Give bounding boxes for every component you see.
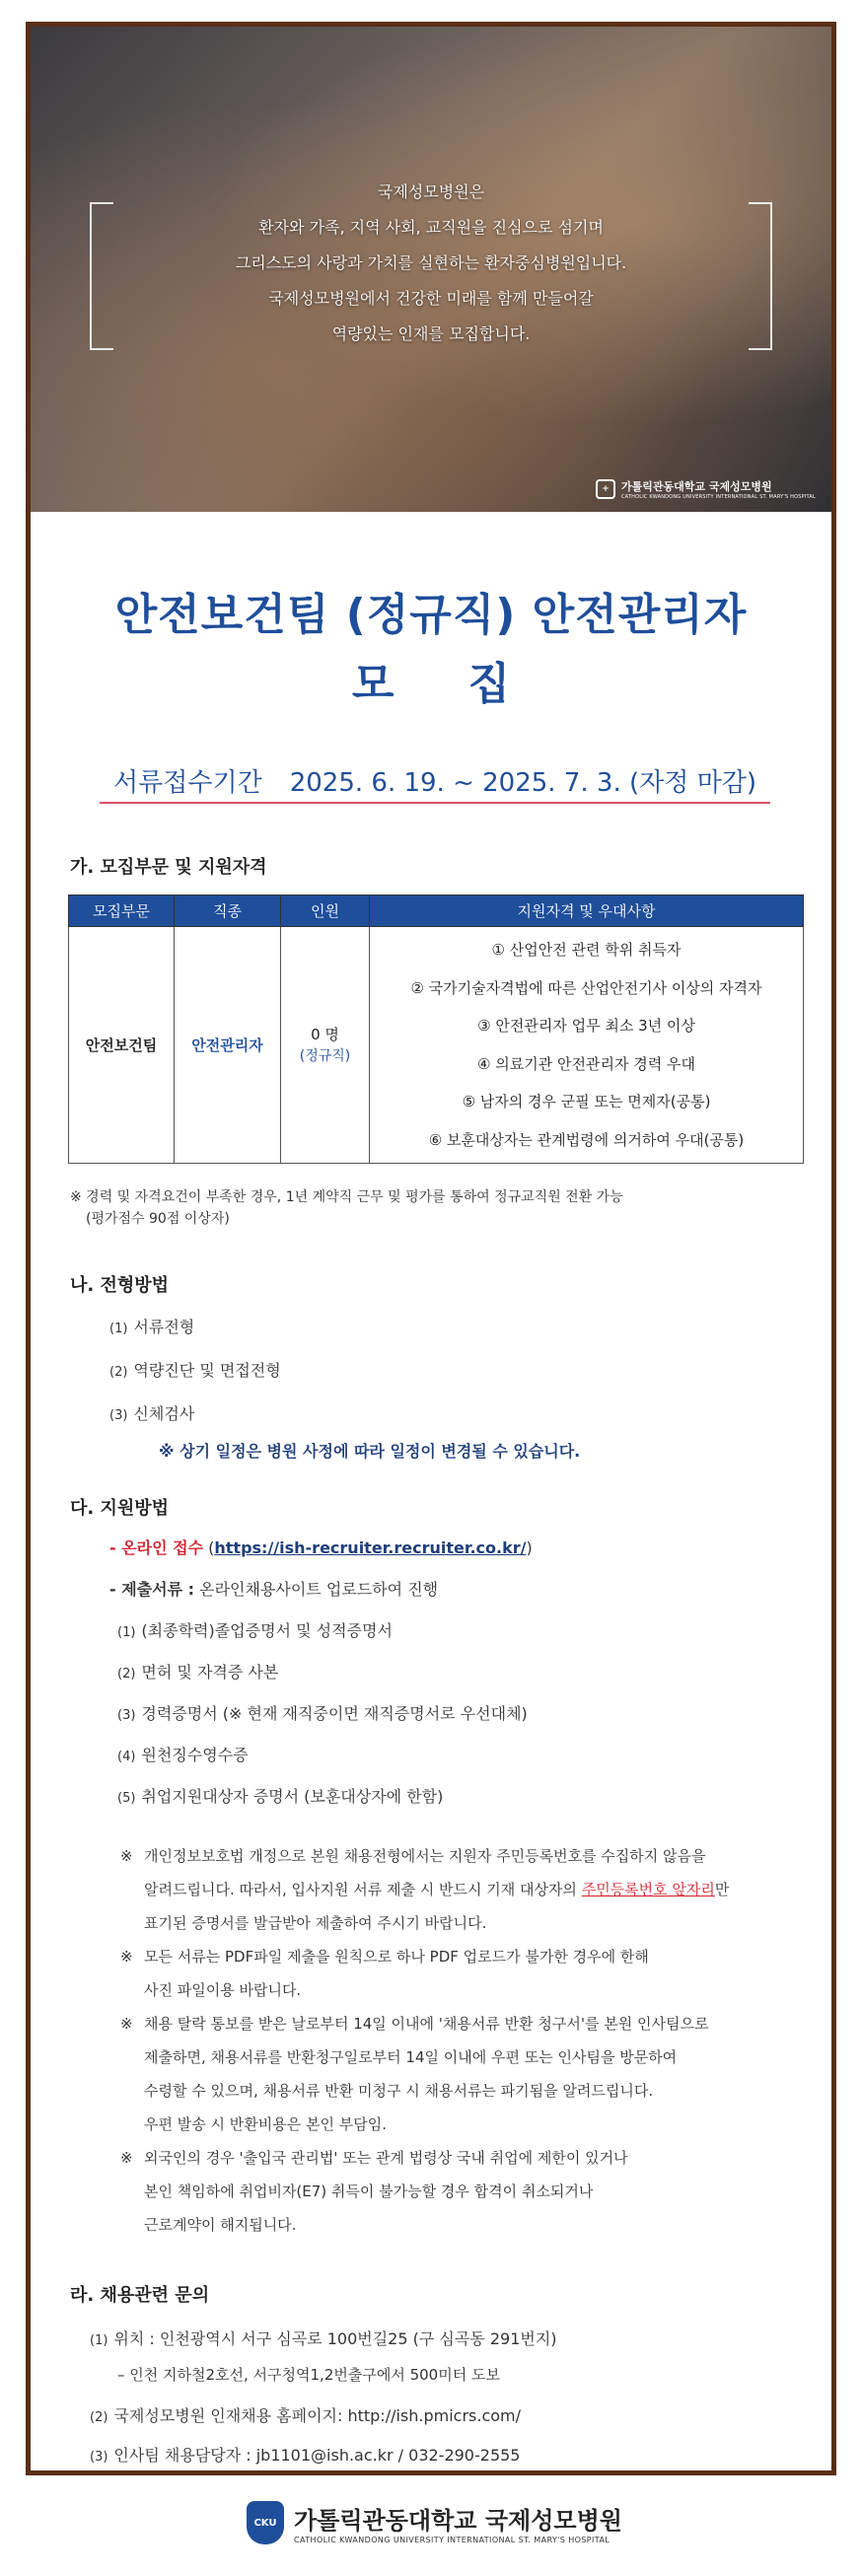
online-apply: - 온라인 접수 (https://ish-recruiter.recruiter.co.kr/): [109, 1538, 533, 1557]
hero-line: 역량있는 인재를 모집합니다.: [331, 324, 531, 343]
period-label: 서류접수기간: [113, 767, 262, 798]
qualification-item: ① 산업안전 관련 학위 취득자: [491, 941, 682, 959]
hero-logo-en: CATHOLIC KWANDONG UNIVERSITY INTERNATIONAL ST. MARY'S HOSPITAL: [620, 494, 816, 500]
application-period: [100, 758, 770, 804]
page-title: 안전보건팀 (정규직) 안전관리자: [114, 590, 748, 640]
hero-line: 국제성모병원에서 건강한 미래를 함께 만들어갈: [268, 289, 594, 308]
contact-item: (3) 인사팀 채용담당자 : jb1101@ish.ac.kr / 032-290-2555: [90, 2446, 521, 2465]
docs-desc: 온라인채용사이트 업로드하여 진행: [199, 1580, 439, 1599]
count-type: (정규직): [299, 1047, 351, 1064]
table-header: 직종: [175, 895, 281, 927]
return-docs-note: ※ 채용 탈락 통보를 받은 날로부터 14일 이내에 '채용서류 반환 청구서'를 본원 인사팀으로 제출하면, 채용서류를 반환청구일로부터 14일 이내에 우편 또는 인사팀을 방문하여 수령할 수 있으며, 채용서류 반환 미청구 시 채용서류는 파기됨을 알려드립니다. 우편 발송 시 반환비용은 본인 부담임.: [120, 2015, 709, 2133]
pdf-note: ※ 모든 서류는 PDF파일 제출을 원칙으로 하나 PDF 업로드가 불가한 경우에 한해 사진 파일이용 바랍니다.: [120, 1948, 649, 1999]
qualification-item: ④ 의료기관 안전관리자 경력 우대: [477, 1054, 695, 1073]
doc-item: (5) 취업지원대상자 증명서 (보훈대상자에 한함): [117, 1787, 444, 1806]
doc-item: (1) (최종학력)졸업증명서 및 성적증명서: [117, 1621, 393, 1640]
docs-label: - 제출서류 :: [109, 1580, 195, 1599]
contact-subitem: – 인천 지하철2호선, 서구청역1,2번출구에서 500미터 도보: [117, 2366, 500, 2384]
hero-hospital-logo: [596, 478, 816, 500]
qualification-item: ③ 안전관리자 업무 최소 3년 이상: [477, 1017, 695, 1035]
section-d-heading: 라. 채용관련 문의: [70, 2285, 210, 2306]
qualification-item: ⑤ 남자의 경우 군필 또는 면제자(공통): [462, 1093, 711, 1110]
recruit-site-link[interactable]: https://ish-recruiter.recruiter.co.kr/: [214, 1538, 527, 1557]
schedule-note: ※ 상기 일정은 병원 사정에 따라 일정이 변경될 수 있습니다.: [159, 1442, 581, 1461]
contact-item: (1) 위치 : 인천광역시 서구 심곡로 100번길25 (구 심곡동 291번지): [90, 2329, 557, 2348]
table-note: ※ 경력 및 자격요건이 부족한 경우, 1년 계약직 근무 및 평가를 통하여 정규교직원 전환 가능: [70, 1189, 623, 1205]
privacy-note: ※ 개인정보보호법 개정으로 본원 채용전형에서는 지원자 주민등록번호를 수집하지 않음을 알려드립니다. 따라서, 입사지원 서류 제출 시 반드시 기재 대상자의 주민등록번호 앞자리만 표기된 증명서를 발급받아 제출하여 주시기 바랍니다.: [120, 1847, 730, 1932]
table-header: 인원: [281, 895, 370, 927]
university-emblem-icon: CKU: [247, 2501, 284, 2544]
docs-intro: [109, 1577, 438, 1600]
process-step: (3) 신체검사: [109, 1404, 195, 1423]
qualifications-cell: [370, 927, 804, 1164]
hero-banner: [31, 27, 831, 512]
hospital-emblem-icon: +: [596, 479, 615, 499]
process-step: (2) 역량진단 및 면접전형: [109, 1361, 281, 1380]
hero-line: 환자와 가족, 지역 사회, 교직원을 진심으로 섬기며: [258, 218, 604, 237]
hero-line: 그리스도의 사랑과 가치를 실현하는 환자중심병원입니다.: [235, 253, 627, 272]
count-value: 0 명: [311, 1025, 339, 1043]
doc-item: (2) 면허 및 자격증 사본: [117, 1663, 279, 1682]
hero-line: 국제성모병원은: [377, 182, 485, 201]
recruit-table: [68, 894, 804, 1164]
dept-cell: 안전보건팀: [69, 927, 175, 1164]
table-header: 지원자격 및 우대사항: [370, 895, 804, 927]
footer-hospital-logo: [247, 2501, 622, 2544]
table-header: 모집부문: [69, 895, 175, 927]
section-b-heading: 나. 전형방법: [70, 1275, 170, 1296]
count-cell: [281, 927, 370, 1164]
hero-logo-kr: 가톨릭관동대학교 국제성모병원: [620, 480, 772, 493]
section-c-heading: 다. 지원방법: [70, 1498, 170, 1519]
qualification-item: ② 국가기술자격법에 따른 산업안전기사 이상의 자격자: [410, 978, 762, 997]
doc-item: (3) 경력증명서 (※ 현재 재직중이면 재직증명서로 우선대체): [117, 1704, 528, 1723]
doc-item: (4) 원천징수영수증: [117, 1746, 249, 1764]
job-cell: 안전관리자: [175, 927, 281, 1164]
process-step: (1) 서류전형: [109, 1318, 195, 1336]
section-a-heading: 가. 모집부문 및 지원자격: [70, 857, 267, 878]
hero-message: [31, 175, 831, 352]
period-value: 2025. 6. 19. ~ 2025. 7. 3. (자정 마감): [289, 767, 756, 798]
qualification-item: ⑥ 보훈대상자는 관계법령에 의거하여 우대(공통): [428, 1130, 745, 1149]
footer-name-kr: 가톨릭관동대학교 국제성모병원: [294, 2507, 622, 2535]
resident-number-highlight: 주민등록번호 앞자리: [581, 1881, 715, 1898]
contact-item: (2) 국제성모병원 인재채용 홈페이지: http://ish.pmicrs.com/: [90, 2406, 522, 2425]
online-label: - 온라인 접수: [109, 1538, 204, 1557]
footer-name-en: CATHOLIC KWANDONG UNIVERSITY INTERNATIONAL ST. MARY'S HOSPITAL: [294, 2536, 611, 2544]
poster-frame: [26, 22, 836, 2475]
table-note-sub: (평가점수 90점 이상자): [86, 1211, 230, 1227]
foreigner-note: ※ 외국인의 경우 '출입국 관리법' 또는 관계 법령상 국내 취업에 제한이 있거나 본인 책임하에 취업비자(E7) 취득이 불가능할 경우 합격이 취소되거나 근로계약이 해지됩니다.: [120, 2149, 628, 2234]
page-title-sub: 모 집: [351, 659, 540, 709]
table-row: [69, 927, 804, 1164]
